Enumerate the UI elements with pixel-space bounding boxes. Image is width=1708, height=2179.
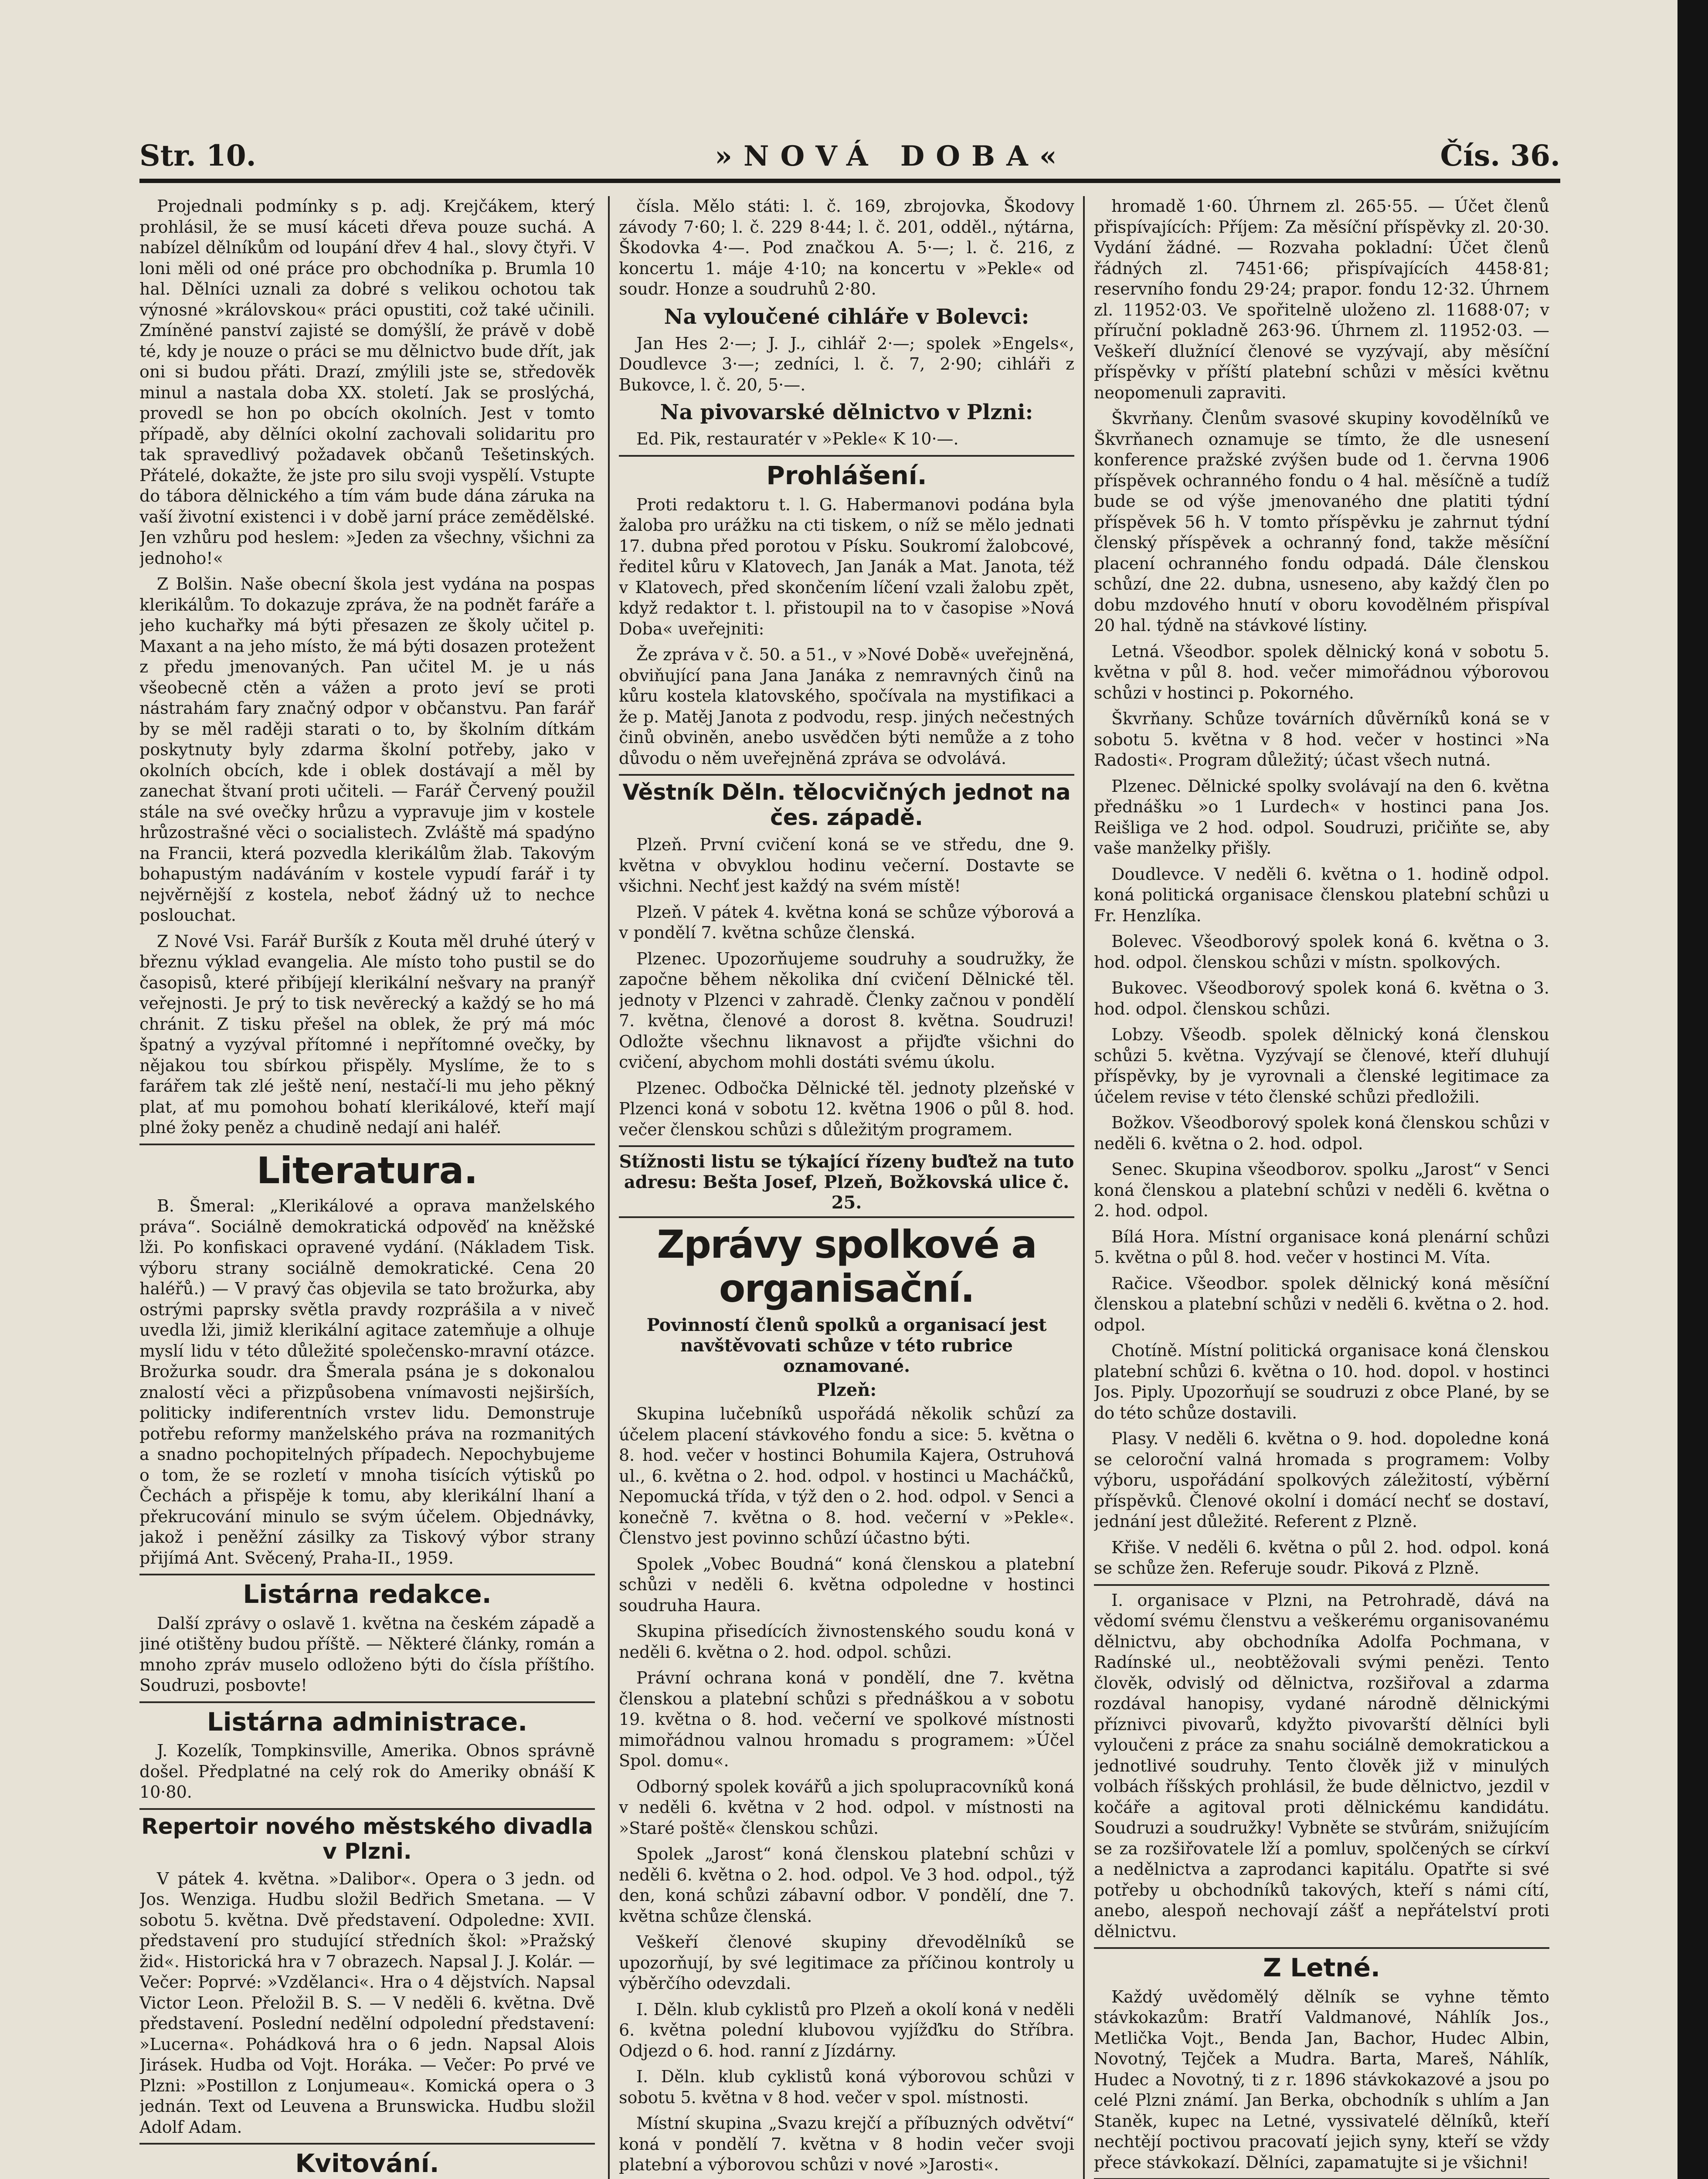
article-paragraph: Skupina lučebníků uspořádá několik schůzí za účelem placení stávkového fondu a sice: 5. května o 8. hod. večer v hostinci Bohumila Kajera, Ostruhová ul., 6. května o 2. hod. odpol. v hostinci u Macháčků, Nepomucká třída, v týž den o 2. hod. odpol. v Senci a konečně 7. května o 8. hod. večerní v »Pekle«. Členstvo jest povinno schůzí účastno býti. xyxy=(619,1404,1074,1548)
page-header xyxy=(139,131,1560,183)
section-heading-vestnik: Věstník Děln. tělocvičných jednot na čes. západě. xyxy=(622,780,1071,830)
divider xyxy=(619,455,1074,457)
article-paragraph: Křiše. V neděli 6. května o půl 2. hod. odpol. koná se schůze žen. Referuje soudr. Piková z Plzně. xyxy=(1094,1538,1549,1578)
masthead-title: »NOVÁ DOBA« xyxy=(715,140,1068,173)
issue-number: Čís. 36. xyxy=(1440,139,1560,173)
divider xyxy=(1094,1947,1549,1949)
divider xyxy=(139,2143,595,2145)
article-paragraph: Místní skupina „Svazu krejčí a příbuzných odvětví“ koná v pondělí 7. května v 8 hodin večer svoji platební a výborovou schůzi v nové »Jarosti«. xyxy=(619,2114,1074,2175)
article-paragraph: Skupina přisedících živnostenského soudu koná v neděli 6. května o 2. hod. odpol. schůzi. xyxy=(619,1622,1074,1662)
column-2 xyxy=(619,196,1074,2179)
article-paragraph: Škvrňany. Schůze továrních důvěrníků koná se v sobotu 5. května v 8 hod. večer v hostinci »Na Radosti«. Program důležitý; účast všech nutná. xyxy=(1094,709,1549,770)
article-paragraph: Doudlevce. V neděli 6. května o 1. hodině odpol. koná politická organisace členskou platební schůzi u Fr. Henzlíka. xyxy=(1094,864,1549,925)
article-paragraph: Každý uvědomělý dělník se vyhne těmto stávkokazům: Bratří Valdmanové, Náhlík Jos., Metlička Vojt., Benda Jan, Bachor, Hudec Albin, Novotný, Tejček a Mudra. Barta, Mareš, Náhlík, Hudec a Novotný, ti z r. 1896 stávkokazové a jsou po celé Plzni známí. Jan Berka, obchodník s uhlím a Jan Staněk, kupec na Letné, vyssivatelé dělníků, kteří nechtějí poctivou pracovatí jejich syny, kteří se vždy přece stávkokazí. Dělníci, zapamatujte si je všichni! xyxy=(1094,1987,1549,2172)
divider xyxy=(139,1574,595,1575)
subheading-pivovar: Na pivovarské dělnictvo v Plzni: xyxy=(660,400,1033,425)
page-number: Str. 10. xyxy=(139,139,256,173)
divider xyxy=(139,1144,595,1145)
article-paragraph: Senec. Skupina všeodborov. spolku „Jarost“ v Senci koná členskou a platební schůzi v neděli 6. května o 2. hod. odpol. xyxy=(1094,1160,1549,1220)
article-paragraph: Jan Hes 2·—; J. J., cihlář 2·—; spolek »Engels«, Doudlevce 3·—; zedníci, l. č. 7, 2·90; cihláři z Bukovce, l. č. 20, 5·—. xyxy=(619,333,1074,394)
section-heading-kvitovani: Kvitování. xyxy=(295,2148,439,2179)
article-paragraph: Že zpráva v č. 50. a 51., v »Nové Době« uveřejněná, obviňující pana Jana Janáka z nemravných činů na kůru kostela klatovského, spočívala na mystifikaci a že p. Matěj Janota z podvodu, resp. jiných nečestných činů obviněn, anebo usvědčen býti nemůže a z toho důvodu o něm uveřejněná zpráva se odvolává. xyxy=(619,645,1074,768)
article-paragraph: I. Děln. klub cyklistů pro Plzeň a okolí koná v neděli 6. května polední klubovou vyjížďku do Stříbra. Odjezd o 6. hod. ranní z Jízdárny. xyxy=(619,1999,1074,2060)
article-paragraph: Božkov. Všeodborový spolek koná členskou schůzi v neděli 6. května o 2. hod. odpol. xyxy=(1094,1113,1549,1153)
section-heading-zpravy: Zprávy spolkové a organisační. xyxy=(657,1222,1036,1311)
article-paragraph: Projednali podmínky s p. adj. Krejčákem, který prohlásil, že se musí káceti dřeva pouze suchá. A nabízel dělníkům od loupání dřev 4 hal., slovy čtyři. V loni měli od oné práce pro obchodníka p. Brumla 10 hal. Dělníci uznali za dobré s velikou ochotou tak výnosné »královskou« práci opustiti, což také učinili. Zmíněné panství zajisté se domýšlí, že právě v době té, kdy je nouze o práci se mu dělnictvo bude dřít, jak oni si budou přáti. Drazí, zmýlili jste se, středověk minul a nastala doba XX. století. Jak se proslýchá, provedl se hon po obcích okolních. Jest v tomto případě, aby dělníci okolní zachovali solidaritu pro tak spravedlivý požadavek občanů Tešetinských. Přátelé, dokažte, že jste pro silu svoji vyspělí. Vstupte do tábora dělnického a tím vám bude dána záruka na vaší životní existenci i v době jarní práce zemědělské. Jen vzhůru pod heslem: »Jeden za všechny, všichni za jednoho!« xyxy=(139,197,595,568)
article-paragraph: Proti redaktoru t. l. G. Habermanovi podána byla žaloba pro urážku na cti tiskem, o níž se mělo jednati 17. dubna před porotou v Písku. Soukromí žalobcové, ředitel kůru v Klatovech, Jan Janák a Mat. Janota, též v Klatovech, před skončením líčení vzali žalobu zpět, když redaktor t. l. přistoupil na to v časopise »Nová Doba« uveřejniti: xyxy=(619,495,1074,638)
article-paragraph: Ed. Pik, restauratér v »Pekle« K 10·—. xyxy=(636,429,959,449)
article-paragraph: Plasy. V neděli 6. května o 9. hod. dopoledne koná se celoroční valná hromada s programem: Volby výboru, uspořádání spolkových záležitostí, výběrní příspěvků. Členové okolní i domácí nechť se dostaví, jednání jest důležité. Referent z Plzně. xyxy=(1094,1429,1549,1531)
divider xyxy=(1094,1584,1549,1586)
article-paragraph: Právní ochrana koná v pondělí, dne 7. května členskou a platební schůzi s přednáškou a v sobotu 19. května o 8. hod. večerní ve spolkové místnosti mimořádnou valnou hromadu s programem: »Účel Spol. domu«. xyxy=(619,1668,1074,1771)
section-heading-listarna-administrace: Listárna administrace. xyxy=(207,1707,528,1737)
article-paragraph: Spolek „Vobec Boudná“ koná členskou a platební schůzi v neděli 6. května odpoledne v hostinci soudruha Haura. xyxy=(619,1554,1074,1615)
article-paragraph: B. Šmeral: „Klerikálové a oprava manželského práva“. Sociálně demokratická odpověď na kněžské lži. Po konfiskaci opravené vydání. (Nákladem Tisk. výboru strany sociálně demokratické. Cena 20 haléřů.) — V pravý čas objevila se tato brožurka, aby ostrými paprsky světla pravdy rozprášila a v niveč uvedla lži, jimiž klerikální agitace zatemňuje a olhuje myslí lidu v této důležité společensko-mravní otázce. Brožurka soudr. dra Šmerala psána je s dokonalou znalostí věci a přizpůsobena vnímavosti nejširších, politicky indiferentních vrstev lidu. Demonstruje potřebu reformy manželského práva na rozmanitých a snadno pochopitelných případech. Nepochybujeme o tom, že se rozletí v mnoha tisících výtisků po Čechách a přispěje k tomu, aby klerikální lhaní a překrucování minulo se svým účelem. Objednávky, jakož i peněžní zásilky za Tiskový výbor strany přijímá Ant. Svěcený, Praha-II., 1959. xyxy=(139,1196,595,1568)
article-paragraph: Další zprávy o oslavě 1. května na českém západě a jiné otištěny budou příště. — Některé články, román a mnoho zpráv muselo odloženo býti do čísla příštího. Soudruzi, posbovte! xyxy=(139,1613,595,1695)
divider xyxy=(619,1145,1074,1147)
article-paragraph: čísla. Mělo státi: l. č. 169, zbrojovka, Škodovy závody 7·60; l. č. 229 8·44; l. č. 201, odděl., nýtárna, Škodovka 4·—. Pod značkou A. 5·—; l. č. 216, z koncertu 1. máje 4·10; na koncertu v »Pekle« od soudr. Honze a soudruhů 2·80. xyxy=(619,197,1074,299)
column-rule xyxy=(1083,196,1085,2179)
article-paragraph: Z Nové Vsi. Farář Buršík z Kouta měl druhé úterý v březnu výklad evangelia. Ale místo toho pustil se do časopisů, které přibíjejí klerikální nešvary na pranýř veřejnosti. Je prý to tisk nevěrecký a každý se ho má chránit. Z tisku přešel na oblek, že prý má móc špatný a vyzýval přítomné i nepřítomné ovečky, by nějakou tou sbírkou přispěly. Myslíme, že to s farářem tak zlé ještě není, nestačí-li mu jeho pěkný plat, ať mu pomohou bohatí klerikálové, kteří mají plné žoky peněz a chudině nedají ani haléř. xyxy=(139,931,595,1137)
subheading: Povinností členů spolků a organisací jest navštěvovati schůze v této rubrice oznamované. xyxy=(646,1315,1047,1377)
article-paragraph: V pátek 4. května. »Dalibor«. Opera o 3 jedn. od Jos. Wenziga. Hudbu složil Bedřich Smetana. — V sobotu 5. května. Dvě představení. Odpoledne: XVII. představení pro studující středních škol: »Pražský žid«. Historická hra v 7 obrazech. Napsal J. J. Kolár. — Večer: Poprvé: »Vzdělanci«. Hra o 4 dějstvích. Napsal Victor Leon. Přeložil B. S. — V neděli 6. května. Dvě představení. Poslední nedělní odpolední představení: »Lucerna«. Pohádková hra o 6 jedn. Napsal Alois Jirásek. Hudba od Vojt. Horáka. — Večer: Po prvé ve Plzni: »Postillon z Lonjumeau«. Komická opera o 3 jednán. Text od Leuvena a Brunswicka. Hudbu složil Adolf Adam. xyxy=(139,1869,595,2137)
section-heading-listarna-redakce: Listárna redakce. xyxy=(243,1579,492,1609)
article-paragraph: Plzenec. Odbočka Dělnické těl. jednoty plzeňské v Plzenci koná v sobotu 12. května 1906 o půl 8. hod. večer členskou schůzi s důležitým programem. xyxy=(619,1078,1074,1139)
article-paragraph: J. Kozelík, Tompkinsville, Amerika. Obnos správně došel. Předplatné na celý rok do Ameriky obnáší K 10·80. xyxy=(139,1741,595,1802)
article-paragraph: Spolek „Jarost“ koná členskou platební schůzi v neděli 6. května o 2. hod. odpol. Ve 3 hod. odpol., týž den, koná schůzi zábavní odbor. V pondělí, dne 7. května schůze členská. xyxy=(619,1844,1074,1926)
divider xyxy=(139,1808,595,1810)
article-paragraph: Škvrňany. Členům svasové skupiny kovodělníků ve Škvrňanech oznamuje se tímto, že dle usnesení konference pražské zvýšen bude od 1. června 1906 příspěvek ochranného fondu o 4 hal. měsíčně a tudíž bude se od výše jmenovaného dne platiti týdní příspěvek 56 h. V tomto příspěvku je zahrnut týdní členský příspěvek a ochranný fond, takže měsíční placení ochranného fondu odpadá. Dále členskou schůzí, dne 22. dubna, usneseno, aby každý člen po dobu mzdového hnutí v oboru kovodělném přispíval 20 hal. týdně na stávkové lístiny. xyxy=(1094,409,1549,635)
article-paragraph: Bílá Hora. Místní organisace koná plenární schůzi 5. května o půl 8. hod. večer v hostinci M. Víta. xyxy=(1094,1227,1549,1267)
column-1 xyxy=(139,196,595,2179)
article-paragraph: Lobzy. Všeodb. spolek dělnický koná členskou schůzi 5. května. Vyzývají se členové, kteří dluhují příspěvky, by je vyrovnali a členské legitimace za účelem revise v této členské schůzi předložili. xyxy=(1094,1025,1549,1106)
section-heading-prohlaseni: Prohlášení. xyxy=(766,460,927,490)
article-paragraph: Plzenec. Upozorňujeme soudruhy a soudružky, že započne během několika dní cvičení Dělnické těl. jednoty v Plzenci v zahradě. Členky začnou v pondělí 7. května, členové a dorost 8. května. Soudruzi! Odložte všechnu liknavost a přijďte všichni do cvičení, abychom mohli dostáti svému úkolu. xyxy=(619,949,1074,1072)
article-paragraph: Bukovec. Všeodborový spolek koná 6. května o 3. hod. odpol. členskou schůzi. xyxy=(1094,978,1549,1018)
article-paragraph: Bolevec. Všeodborový spolek koná 6. května o 3. hod. odpol. členskou schůzi v místn. spolkových. xyxy=(1094,932,1549,972)
article-paragraph: Z Bolšin. Naše obecní škola jest vydána na pospas klerikálům. To dokazuje zpráva, že na podnět faráře a jeho kuchařky má býti přesazen ze školy učitel p. Maxant a na jeho místo, že má býti dosazen protežent z předu jmenovaných. Pan učitel M. je u nás všeobecně ctěn a vážen a proto jeví se proti nástrahám fary značný odpor v občanstvu. Pan farář by se měl raději starati o to, by školním dítkám poskytnuty byly zdarma školní potřeby, jako v okolních obcích, kde i oblek dostávají a měl by zanechat štvaní proti učiteli. — Farář Červený použil stále na své ovečky hrůzu a vypravuje jim v kostele hrůzostrašné věci o socialistech. Zvláště má spadýno na Francii, která pozvedla klerikálům žlab. Takovým bohapustým nadáváním v kostele vypudí farář i ty nejvěrnější z kostela, neboť žádný už to nechce poslouchat. xyxy=(139,574,595,925)
divider xyxy=(619,774,1074,776)
section-heading-repertoir: Repertoir nového městského divadla v Plzni. xyxy=(141,1813,593,1864)
section-heading-z-letne: Z Letné. xyxy=(1263,1953,1380,1982)
article-paragraph: Chotíně. Místní politická organisace koná členskou platební schůzi 6. května o 10. hod. dopol. v hostinci Jos. Piply. Upozorňují se soudruzi z obce Plané, by se do této schůze dostavili. xyxy=(1094,1341,1549,1422)
article-paragraph: Odborný spolek kovářů a jich spolupracovníků koná v neděli 6. května v 2 hod. odpol. v místnosti na »Staré poště« členskou schůzi. xyxy=(619,1777,1074,1838)
article-paragraph: Račice. Všeodbor. spolek dělnický koná měsíční členskou a platební schůzi v neděli 6. května o 2. hod. odpol. xyxy=(1094,1273,1549,1334)
article-paragraph: Plzeň. První cvičení koná se ve středu, dne 9. května v obvyklou hodinu večerní. Dostavte se všichni. Nechť jest každý na svém místě! xyxy=(619,835,1074,896)
column-rule xyxy=(608,196,610,2179)
divider xyxy=(139,1701,595,1703)
article-paragraph: Letná. Všeodbor. spolek dělnický koná v sobotu 5. května v půl 8. hod. večer mimořádnou výborovou schůzi v hostinci p. Pokorného. xyxy=(1094,641,1549,703)
complaints-notice: Stížnosti listu se týkající řízeny buďtež na tuto adresu: Bešta Josef, Plzeň, Božkovská ulice č. 25. xyxy=(619,1151,1074,1213)
article-paragraph: I. Děln. klub cyklistů koná výborovou schůzi v sobotu 5. května v 8 hod. večer v spol. místnosti. xyxy=(619,2067,1074,2107)
article-paragraph: I. organisace v Plzni, na Petrohradě, dává na vědomí svému členstvu a veškerému organisovanému dělnictvu, aby obchodníka Adolfa Pochmana, v Radínské ul., neobtěžovali svými penězi. Tento člověk, odvislý od dělnictva, rozšiřoval a zdarma rozdával hanopisy, vydané národně dělnickými příznivci pivovarů, kdyžto pivovarští dělníci byli vyloučeni z práce za snahu sociálně demokratickou a jednotlivé soudruhy. Tento člověk již v minulých volbách říšských prohlásil, že bude dělnictvo, jezdil v kočáře a agitoval proti dělnickému kandidátu. Soudruzi a soudružky! Vybněte se stvůrám, snižujícím se za rozšiřovatele lží a pomluv, spolčených se církví a nedělnictva a zaprodanci kapitálu. Opatřte si své potřeby u obchodníků takových, kteří s námi cítí, anebo, alespoň nechovají zášť a nepřátelství proti dělnictvu. xyxy=(1094,1590,1549,1941)
article-paragraph: Plzenec. Dělnické spolky svolávají na den 6. května přednášku »o 1 Lurdech« v hostinci pana Jos. Reišliga ve 2 hod. odpol. Soudruzi, pričiňte se, aby vaše manželky přišly. xyxy=(1094,776,1549,858)
section-heading-literatura: Literatura. xyxy=(256,1149,478,1192)
subheading-cihlari: Na vyloučené cihláře v Bolevci: xyxy=(664,304,1029,329)
divider xyxy=(619,1216,1074,1218)
subheading-plzen: Plzeň: xyxy=(816,1380,877,1401)
article-paragraph: Plzeň. V pátek 4. května koná se schůze výborová a v pondělí 7. května schůze členská. xyxy=(619,902,1074,943)
column-3 xyxy=(1094,196,1549,2179)
article-paragraph: hromadě 1·60. Úhrnem zl. 265·55. — Účet členů přispívajících: Příjem: Za měsíční příspěvky zl. 20·30. Vydání žádné. — Rozvaha pokladní: Účet členů řádných zl. 7451·66; přispívajících 4458·81; reservního fondu 29·24; prapor. fondu 12·32. Úhrnem zl. 11952·03. Ve spořitelně uloženo zl. 11688·07; v příruční pokladně 263·96. Úhrnem zl. 11952·03. — Veškeří dlužnící členové se vyzývají, aby měsíční příspěvky v příští platební schůzi v měsíci květnu neopomenuli zapraviti. xyxy=(1094,197,1549,402)
article-paragraph: Veškeří členové skupiny dřevodělníků se upozorňují, by své legitimace za příčinou kontroly u výběrčího odevzdali. xyxy=(619,1932,1074,1993)
